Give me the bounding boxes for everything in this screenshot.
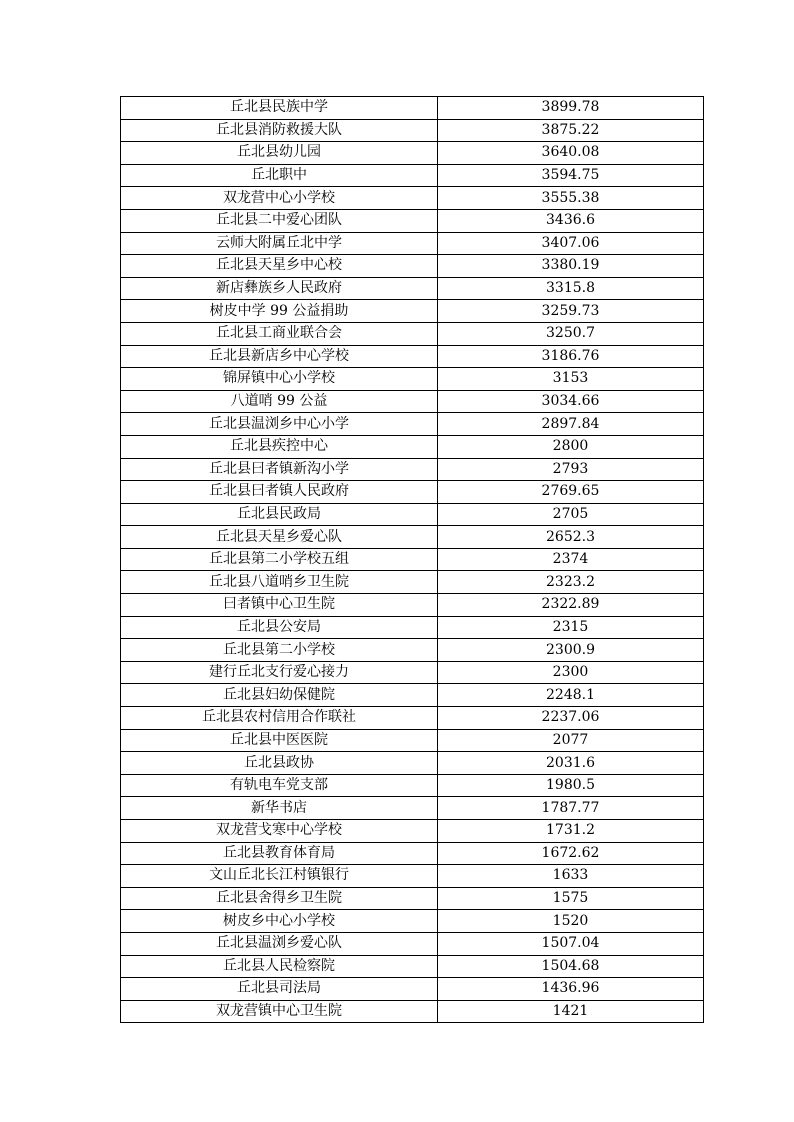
table-row [121,390,704,413]
donor-name-cell: 丘北县曰者镇人民政府 [121,481,438,504]
table-row [121,752,704,775]
donation-amount-cell: 2237.06 [438,707,704,730]
table-row [121,300,704,323]
table-row [121,548,704,571]
donation-amount-cell: 1672.62 [438,842,704,865]
donation-amount-cell: 1504.68 [438,955,704,978]
donor-name-cell: 双龙营戈寒中心学校 [121,820,438,843]
donation-amount-cell: 3899.78 [438,97,704,120]
table-row [121,865,704,888]
donation-amount-cell: 1507.04 [438,932,704,955]
donor-name-cell: 丘北县第二小学校 [121,639,438,662]
donation-amount-cell: 1731.2 [438,820,704,843]
table-row [121,209,704,232]
donation-amount-cell: 2793 [438,458,704,481]
donation-amount-cell: 3640.08 [438,142,704,165]
donation-amount-cell: 3250.7 [438,322,704,345]
donor-name-cell: 八道哨 99 公益 [121,390,438,413]
donor-name-cell: 双龙营中心小学校 [121,187,438,210]
table-row [121,255,704,278]
table-row [121,797,704,820]
donor-name-cell: 新店彝族乡人民政府 [121,277,438,300]
donor-name-cell: 丘北县人民检察院 [121,955,438,978]
table-row [121,119,704,142]
donor-name-cell: 丘北县中医医院 [121,729,438,752]
table-row [121,978,704,1001]
donation-amount-cell: 2322.89 [438,594,704,617]
donor-name-cell: 树皮乡中心小学校 [121,910,438,933]
donor-name-cell: 丘北县工商业联合会 [121,322,438,345]
donor-name-cell: 丘北县八道哨乡卫生院 [121,571,438,594]
donor-name-cell: 锦屏镇中心小学校 [121,368,438,391]
donor-name-cell: 丘北县妇幼保健院 [121,684,438,707]
table-row [121,164,704,187]
donation-table [120,96,704,1023]
donor-name-cell: 丘北县农村信用合作联社 [121,707,438,730]
donor-name-cell: 双龙营镇中心卫生院 [121,1000,438,1023]
table-row [121,187,704,210]
table-row [121,1000,704,1023]
donation-amount-cell: 1980.5 [438,774,704,797]
donation-amount-cell: 3555.38 [438,187,704,210]
donor-name-cell: 丘北县司法局 [121,978,438,1001]
donor-name-cell: 丘北县民政局 [121,503,438,526]
donor-name-cell: 丘北县教育体育局 [121,842,438,865]
donor-name-cell: 丘北县温浏乡中心小学 [121,413,438,436]
donor-name-cell: 建行丘北支行爱心接力 [121,661,438,684]
donation-amount-cell: 2897.84 [438,413,704,436]
table-row [121,435,704,458]
table-row [121,503,704,526]
table-row [121,571,704,594]
table-row [121,142,704,165]
table-row [121,932,704,955]
table-row [121,887,704,910]
table-row [121,232,704,255]
donor-name-cell: 丘北县二中爱心团队 [121,209,438,232]
donation-amount-cell: 1787.77 [438,797,704,820]
table-row [121,707,704,730]
donation-amount-cell: 2300 [438,661,704,684]
table-row [121,820,704,843]
donation-amount-cell: 1633 [438,865,704,888]
donor-name-cell: 曰者镇中心卫生院 [121,594,438,617]
donor-name-cell: 丘北县第二小学校五组 [121,548,438,571]
donor-name-cell: 丘北县天星乡中心校 [121,255,438,278]
table-row [121,616,704,639]
donation-amount-cell: 3380.19 [438,255,704,278]
donor-name-cell: 丘北县天星乡爱心队 [121,526,438,549]
donation-amount-cell: 3315.8 [438,277,704,300]
donor-name-cell: 新华书店 [121,797,438,820]
donation-amount-cell: 3034.66 [438,390,704,413]
donor-name-cell: 丘北县曰者镇新沟小学 [121,458,438,481]
donor-name-cell: 丘北县民族中学 [121,97,438,120]
table-row [121,345,704,368]
donation-amount-cell: 1436.96 [438,978,704,1001]
donor-name-cell: 云师大附属丘北中学 [121,232,438,255]
table-row [121,661,704,684]
document-page [120,96,703,1023]
donation-amount-cell: 3436.6 [438,209,704,232]
donation-amount-cell: 2652.3 [438,526,704,549]
donation-amount-cell: 2031.6 [438,752,704,775]
donor-name-cell: 丘北县疾控中心 [121,435,438,458]
table-row [121,368,704,391]
table-row [121,526,704,549]
donation-amount-cell: 3153 [438,368,704,391]
donor-name-cell: 丘北职中 [121,164,438,187]
table-row [121,594,704,617]
table-row [121,729,704,752]
table-row [121,955,704,978]
donation-amount-cell: 2300.9 [438,639,704,662]
table-row [121,458,704,481]
donation-amount-cell: 2374 [438,548,704,571]
donor-name-cell: 丘北县政协 [121,752,438,775]
donation-amount-cell: 2315 [438,616,704,639]
donation-amount-cell: 1575 [438,887,704,910]
donation-amount-cell: 2248.1 [438,684,704,707]
donation-amount-cell: 1520 [438,910,704,933]
donation-amount-cell: 3407.06 [438,232,704,255]
donation-amount-cell: 3594.75 [438,164,704,187]
donor-name-cell: 丘北县新店乡中心学校 [121,345,438,368]
table-row [121,322,704,345]
donation-amount-cell: 2705 [438,503,704,526]
donation-amount-cell: 3259.73 [438,300,704,323]
donation-amount-cell: 1421 [438,1000,704,1023]
table-row [121,277,704,300]
donor-name-cell: 丘北县幼儿园 [121,142,438,165]
table-row [121,842,704,865]
donor-name-cell: 丘北县消防救援大队 [121,119,438,142]
table-row [121,684,704,707]
table-row [121,639,704,662]
table-row [121,413,704,436]
table-row [121,97,704,120]
donation-amount-cell: 2077 [438,729,704,752]
table-row [121,910,704,933]
donor-name-cell: 丘北县公安局 [121,616,438,639]
donation-amount-cell: 3186.76 [438,345,704,368]
donation-table-body [121,97,704,1023]
donor-name-cell: 有轨电车党支部 [121,774,438,797]
donor-name-cell: 文山丘北长江村镇银行 [121,865,438,888]
donation-amount-cell: 2323.2 [438,571,704,594]
donor-name-cell: 树皮中学 99 公益捐助 [121,300,438,323]
table-row [121,774,704,797]
donor-name-cell: 丘北县舍得乡卫生院 [121,887,438,910]
table-row [121,481,704,504]
donor-name-cell: 丘北县温浏乡爱心队 [121,932,438,955]
donation-amount-cell: 2800 [438,435,704,458]
donation-amount-cell: 3875.22 [438,119,704,142]
donation-amount-cell: 2769.65 [438,481,704,504]
